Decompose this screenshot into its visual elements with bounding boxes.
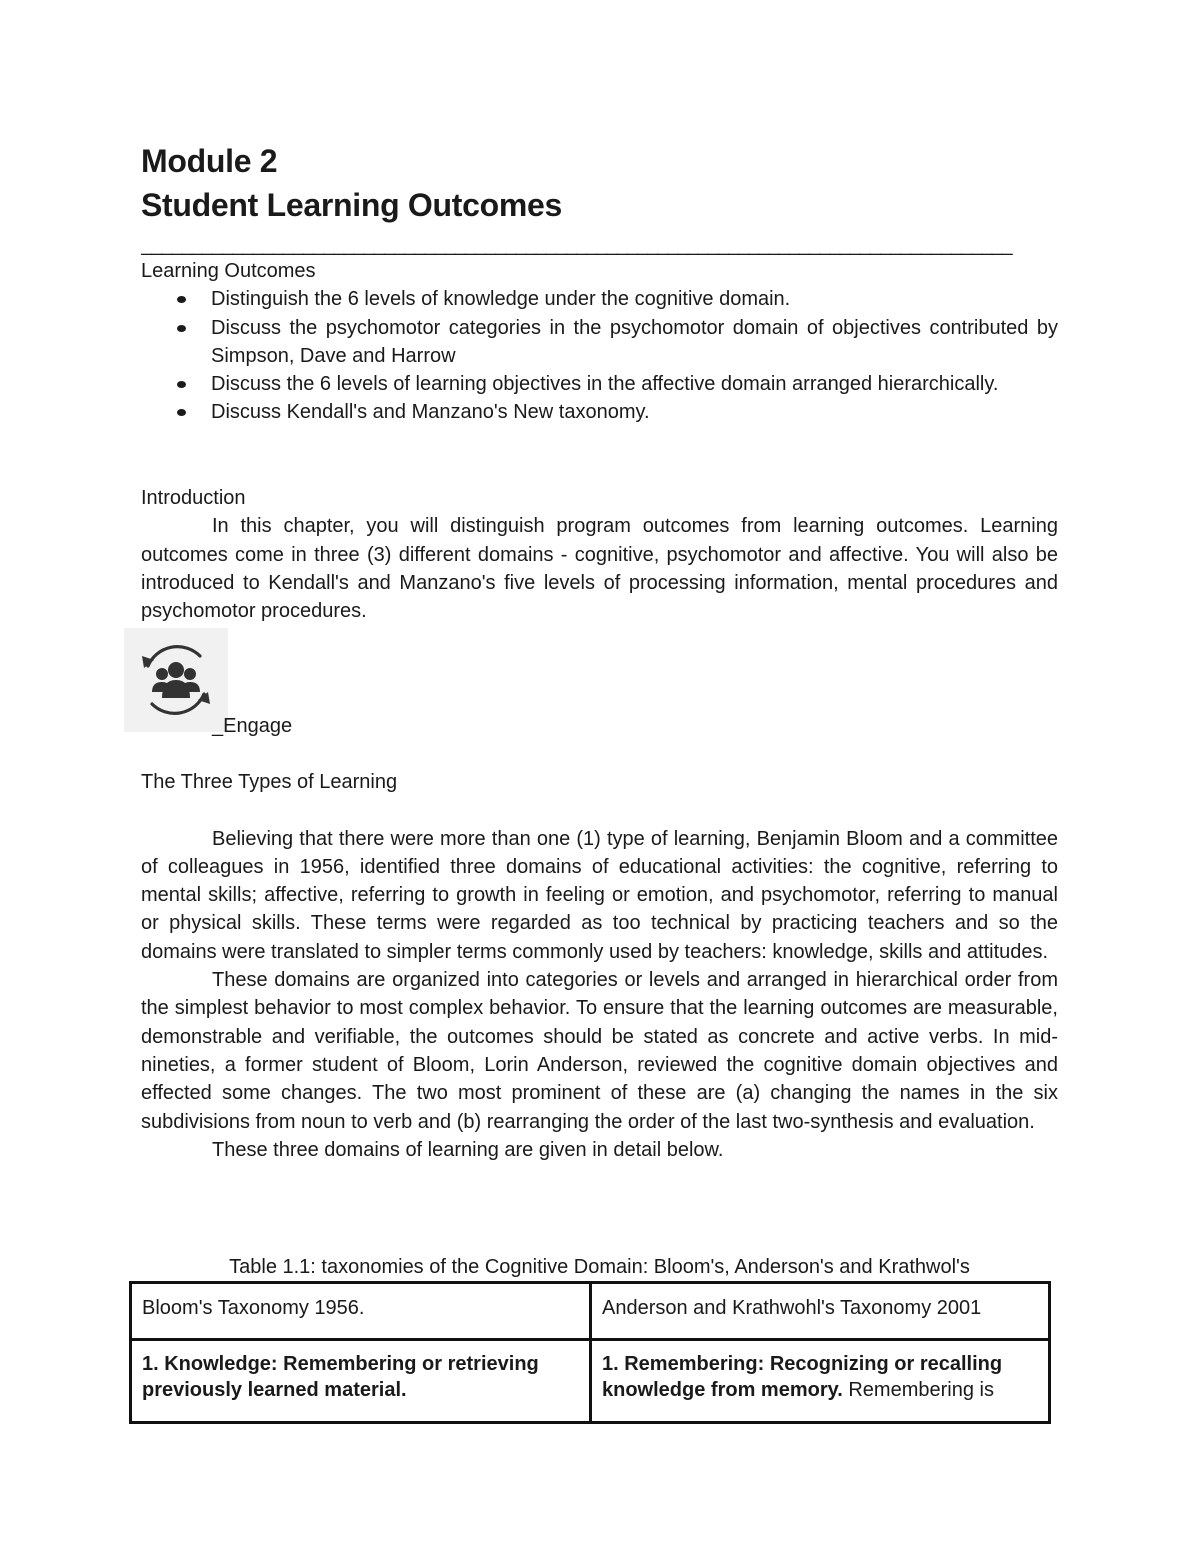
taxonomy-table	[129, 1281, 1051, 1424]
three-types-paragraph-3: These three domains of learning are given in detail below.	[212, 1138, 724, 1161]
list-item-text: Discuss the psychomotor categories in the psychomotor domain of objectives contributed by Simpson, Dave and Harrow	[211, 316, 1058, 367]
remembering-definition: 1. Remembering: Recognizing or recalling knowledge from memory.	[602, 1353, 1003, 1401]
bullet-icon	[177, 409, 186, 416]
three-types-paragraph-1: Believing that there were more than one (1) type of learning, Benjamin Bloom and a committee of colleagues in 1956, identified three domains of educational activities: the cognitive, referring to mental skills; affective, referring to growth in feeling or emotion, and psychomotor, referring to manual or physical skills. These terms were regarded as too technical by practicing teachers and so the domains were translated to simpler terms commonly used by teachers: knowledge, skills and attitudes.	[141, 827, 1058, 963]
learning-outcomes-section	[141, 257, 1058, 427]
page-title: Student Learning Outcomes	[141, 187, 562, 223]
list-item-text: Discuss the 6 levels of learning objectives in the affective domain arranged hierarchically.	[211, 373, 999, 396]
table-cell	[591, 1340, 1050, 1423]
table-row	[131, 1340, 1050, 1423]
engage-label: _Engage	[212, 715, 293, 737]
title-underline: ______________________________________________________________________________________	[141, 234, 1012, 256]
introduction-section	[141, 484, 1058, 625]
remembering-continuation: Remembering is	[842, 1379, 994, 1401]
table-cell	[131, 1340, 591, 1423]
table-header-cell: Anderson and Krathwohl's Taxonomy 2001	[591, 1283, 1050, 1340]
list-item	[141, 285, 1058, 313]
list-item	[141, 398, 1058, 426]
bullet-icon	[177, 381, 186, 388]
list-item-text: Discuss Kendall's and Manzano's New taxonomy.	[211, 401, 650, 424]
learning-outcomes-list	[141, 285, 1058, 426]
table-header-cell: Bloom's Taxonomy 1956.	[131, 1283, 591, 1340]
introduction-heading: Introduction	[141, 487, 246, 509]
table-caption: Table 1.1: taxonomies of the Cognitive Domain: Bloom's, Anderson's and Krathwol's	[229, 1256, 970, 1278]
list-item	[141, 314, 1058, 371]
knowledge-definition: 1. Knowledge: Remembering or retrieving previously learned material.	[142, 1353, 539, 1401]
engage-label-block	[141, 712, 1058, 740]
list-item-text: Distinguish the 6 levels of knowledge under the cognitive domain.	[211, 288, 791, 311]
blank-line	[141, 796, 1058, 824]
three-types-paragraph-2: These domains are organized into categories or levels and arranged in hierarchical order from the simplest behavior to most complex behavior. To ensure that the learning outcomes are measurable, demonstrable and verifiable, the outcomes should be stated as concrete and active verbs. In mid-nineties, a former student of Bloom, Lorin Anderson, reviewed the cognitive domain objectives and effected some changes. The two most prominent of these are (a) changing the names in the six subdivisions from noun to verb and (b) rearranging the order of the last two-synthesis and evaluation.	[141, 969, 1058, 1133]
list-item	[141, 370, 1058, 398]
learning-outcomes-heading: Learning Outcomes	[141, 260, 316, 282]
three-types-section	[141, 768, 1058, 1164]
module-number: Module 2	[141, 143, 278, 179]
three-types-heading: The Three Types of Learning	[141, 771, 398, 793]
introduction-paragraph: In this chapter, you will distinguish program outcomes from learning outcomes. Learning outcomes come in three (3) different domains - cognitive, psychomotor and affective. You will also be introduced to Kendall's and Manzano's five levels of processing information, mental procedures and psychomotor procedures.	[141, 515, 1058, 623]
table-header-row	[131, 1283, 1050, 1340]
bullet-icon	[177, 296, 186, 303]
bullet-icon	[177, 325, 186, 332]
